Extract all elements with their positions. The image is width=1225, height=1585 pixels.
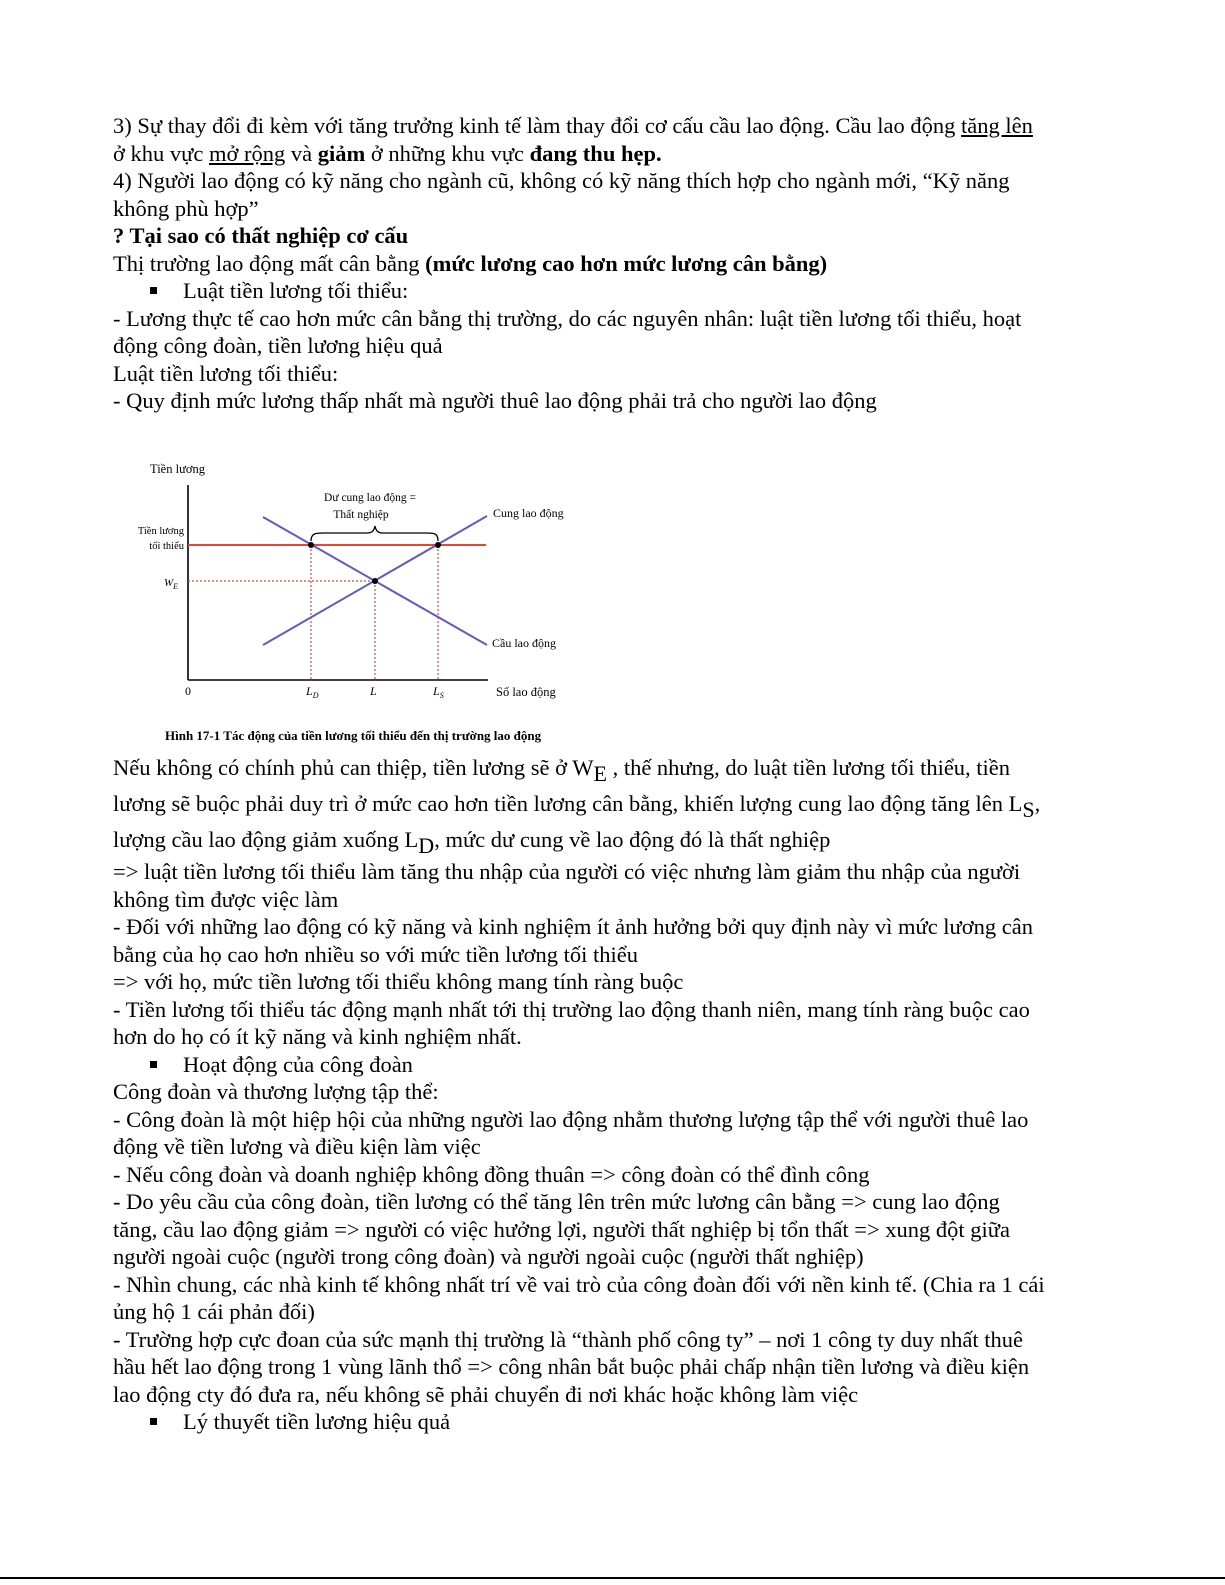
annotation-line-2: Thất nghiệp <box>333 509 389 521</box>
text-run: ở những khu vực <box>365 140 530 166</box>
dash-line-8b: ủng hộ 1 cái phản đối) <box>113 1299 315 1324</box>
arrow-line-1a: => luật tiền lương tối thiểu làm tăng thu nhập của người có việc nhưng làm giảm thu nhập của người <box>113 859 1021 884</box>
annotation-line-1: Dư cung lao động = <box>324 492 416 504</box>
text-run: lượng cầu lao động giảm xuống L <box>113 827 419 852</box>
surplus-brace <box>311 526 438 541</box>
bullet-label: Lý thuyết tiền lương hiệu quả <box>183 1409 451 1434</box>
subscript: S <box>1022 797 1035 822</box>
paragraph-4-line-1: 4) Người lao động có kỹ năng cho ngành cũ, không có kỹ năng thích hợp cho ngành mới, “Kỹ năng <box>113 168 1010 193</box>
dash-line-5b: động về tiền lương và điều kiện làm việc <box>113 1134 481 1159</box>
bullet-item-union <box>113 1051 1113 1079</box>
demand-minwage-point <box>308 542 314 548</box>
dash-line-4b: hơn do họ có ít kỹ năng và kinh nghiệm nhất. <box>113 1024 522 1049</box>
underlined-text: mở rộng <box>208 140 286 166</box>
equilibrium-point <box>372 578 378 584</box>
underlined-text: tăng lên <box>961 113 1033 138</box>
dash-line-4a: - Tiền lương tối thiểu tác động mạnh nhất tới thị trường lao động thanh niên, mang tính ràng buộc cao <box>113 996 1030 1022</box>
dash-line-7b: tăng, cầu lao động giảm => người có việc hưởng lợi, người thất nghiệp bị tổn thất => xung đột giữa <box>113 1216 1010 1242</box>
text-run: lương sẽ buộc phải duy trì ở mức cao hơn tiền lương cân bằng, khiến lượng cung lao động tăng lên L <box>113 791 1023 816</box>
bullet-item-efficiency-wage <box>113 1408 1113 1436</box>
text-run: , thế nhưng, do luật tiền lương tối thiểu, tiền <box>606 755 1011 780</box>
x-axis-label: Số lao động <box>496 685 556 699</box>
bold-text: giảm <box>317 140 366 166</box>
bullet-label: Hoạt động của công đoàn <box>183 1051 413 1077</box>
question-heading: ? Tại sao có thất nghiệp cơ cấu <box>113 223 409 248</box>
text-run: , <box>1034 791 1041 816</box>
dash-line-1b: động công đoàn, tiền lương hiệu quả <box>113 333 443 358</box>
minimum-wage-heading: Luật tiền lương tối thiểu: <box>113 360 339 386</box>
explanation-line-1 <box>113 750 1113 786</box>
text-run: , mức dư cung về lao động đó là thất nghiệp <box>434 827 831 852</box>
bold-text: đang thu hẹp. <box>529 140 662 166</box>
text-run: 3) Sự thay đổi đi kèm với tăng trưởng kinh tế làm thay đổi cơ cấu cầu lao động. Cầu lao động <box>113 113 962 138</box>
dash-line-1a: - Lương thực tế cao hơn mức cân bằng thị trường, do các nguyên nhân: luật tiền lương tối thiểu, hoạt <box>113 305 1022 331</box>
bold-text: (mức lương cao hơn mức lương cân bằng) <box>425 250 828 276</box>
arrow-line-1b: không tìm được việc làm <box>113 886 339 912</box>
market-imbalance-line <box>113 250 1113 278</box>
ld-tick-label: $L_D$ <box>306 684 319 700</box>
text-run: Nếu không có chính phủ can thiệp, tiền lương sẽ ở W <box>113 755 594 780</box>
text-run: ở khu vực <box>113 140 209 166</box>
arrow-line-2: => với họ, mức tiền lương tối thiểu không mang tính ràng buộc <box>113 969 684 994</box>
page-bottom-border <box>0 1577 1225 1579</box>
subscript: D <box>418 833 435 858</box>
dash-line-2: - Quy định mức lương thấp nhất mà người thuê lao động phải trả cho người lao động <box>113 388 877 413</box>
l-tick-label: L <box>370 684 377 698</box>
dash-line-6: - Nếu công đoàn và doanh nghiệp không đồng thuân => công đoàn có thể đình công <box>113 1161 870 1187</box>
square-bullet-icon <box>150 287 157 294</box>
subscript: E <box>593 761 607 786</box>
square-bullet-icon <box>150 1418 157 1425</box>
dash-line-9b: hầu hết lao động trong 1 vùng lãnh thổ => công nhân bắt buộc phải chấp nhận tiền lương và điều kiện <box>113 1354 1030 1379</box>
min-wage-tick-label-line2: tối thiểu <box>149 541 184 552</box>
origin-label: 0 <box>185 684 191 698</box>
text-run: Thị trường lao động mất cân bằng <box>113 250 426 276</box>
dash-line-8a: - Nhìn chung, các nhà kinh tế không nhất trí về vai trò của công đoàn đối với nền kinh tế. (Chia ra 1 cái <box>113 1271 1045 1297</box>
dash-line-7c: người ngoài cuộc (người trong công đoàn) và người ngoài cuộc (người thất nghiệp) <box>113 1244 864 1269</box>
text-run: và <box>285 140 318 166</box>
figure-minimum-wage-chart <box>120 455 640 750</box>
bullet-label: Luật tiền lương tối thiểu: <box>183 278 409 303</box>
supply-minwage-point <box>435 542 441 548</box>
top-text-block <box>113 112 1113 415</box>
paragraph-4-line-2: không phù hợp” <box>113 195 259 221</box>
square-bullet-icon <box>150 1061 157 1068</box>
dash-line-3b: bằng của họ cao hơn nhiều so với mức tiền lương tối thiểu <box>113 941 638 967</box>
bullet-item-minimum-wage <box>113 277 1113 305</box>
union-heading: Công đoàn và thương lượng tập thể: <box>113 1079 439 1104</box>
y-axis-label: Tiền lương <box>150 462 205 476</box>
dash-line-7a: - Do yêu cầu của công đoàn, tiền lương có thể tăng lên trên mức lương cân bằng => cung lao động <box>113 1189 1000 1214</box>
ls-tick-label: $L_S$ <box>433 684 444 700</box>
bottom-text-block <box>113 750 1113 1436</box>
we-tick-label: $W_E$ <box>163 577 178 591</box>
supply-curve-label: Cung lao động <box>493 506 564 520</box>
dash-line-9c: lao động cty đó đưa ra, nếu không sẽ phải chuyển đi nơi khác hoặc không làm việc <box>113 1381 859 1407</box>
paragraph-3-line-2 <box>113 140 1113 168</box>
chart-svg <box>120 455 640 750</box>
dash-line-3a: - Đối với những lao động có kỹ năng và kinh nghiệm ít ảnh hưởng bởi quy định này vì mức lương cân <box>113 914 1033 939</box>
dash-line-5a: - Công đoàn là một hiệp hội của những người lao động nhằm thương lượng tập thể với người thuê lao <box>113 1106 1029 1132</box>
explanation-line-3 <box>113 822 1113 858</box>
paragraph-3-line-1 <box>113 112 1113 140</box>
dash-line-9a: - Trường hợp cực đoan của sức mạnh thị trường là “thành phố công ty” – nơi 1 công ty duy nhất thuê <box>113 1326 1023 1352</box>
explanation-line-2 <box>113 786 1113 822</box>
figure-caption: Hình 17-1 Tác động của tiền lương tối thiểu đến thị trường lao động <box>165 728 542 743</box>
min-wage-tick-label-line1: Tiền lương <box>137 526 184 537</box>
demand-curve-label: Cầu lao động <box>492 636 556 650</box>
